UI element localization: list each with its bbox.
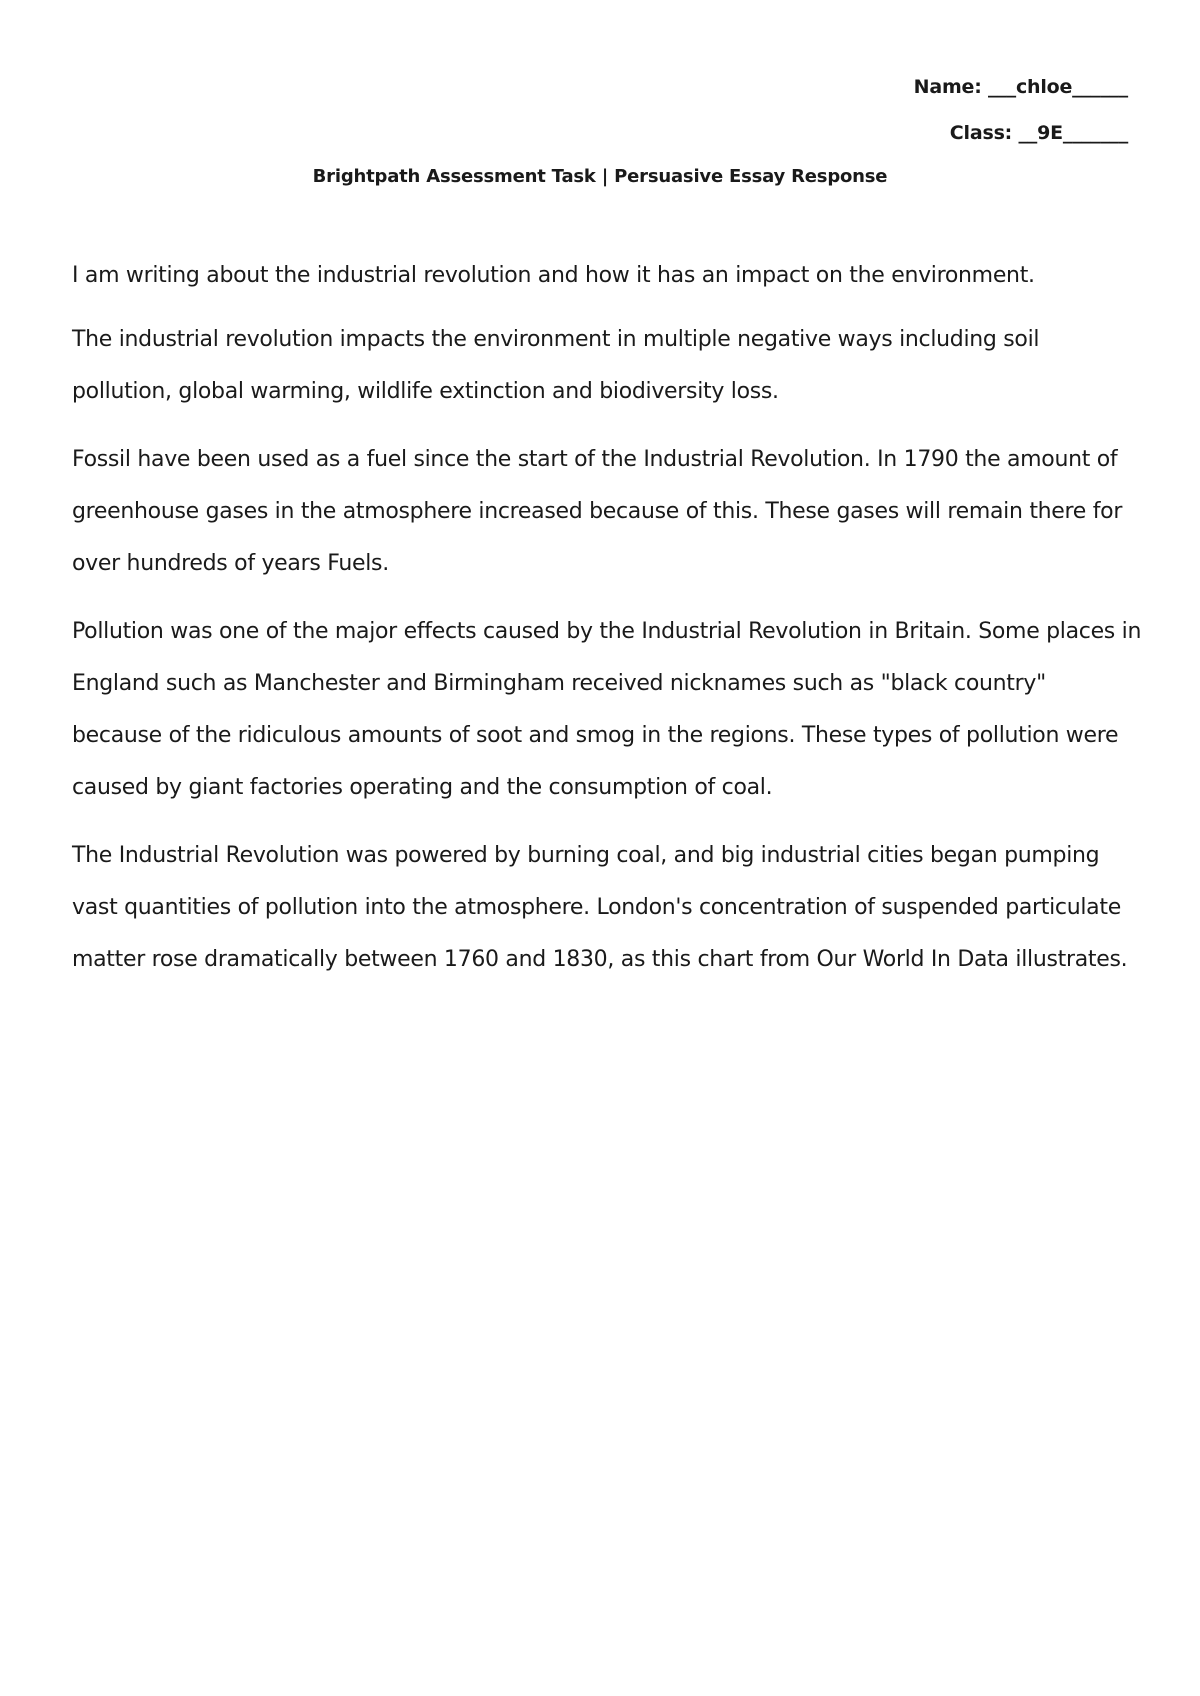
essay-paragraph-pollution: Pollution was one of the major effects caused by the Industrial Revolution in Britain. Some places in England such as Manchester and Birmingham received nicknames such as "black country" because of the ridiculous amounts of soot and smog in the regions. These types of pollution were caused by giant factories operating and the consumption of coal. [72, 619, 1142, 800]
task-title: Brightpath Assessment Task | Persuasive Essay Response [312, 166, 888, 187]
essay-paragraph-fossil-fuels: Fossil have been used as a fuel since the start of the Industrial Revolution. In 1790 the amount of greenhouse gases in the atmosphere increased because of this. These gases will remain there for over hundreds of years Fuels. [72, 447, 1123, 576]
essay-paragraph-impacts: The industrial revolution impacts the environment in multiple negative ways including soil pollution, global warming, wildlife extinction and biodiversity loss. [72, 327, 1040, 404]
student-name: Name: ___chloe______ [913, 76, 1128, 98]
essay-paragraph-intro: I am writing about the industrial revolution and how it has an impact on the environment. [72, 263, 1035, 288]
student-class: Class: __9E_______ [949, 122, 1128, 144]
essay-paragraph-coal: The Industrial Revolution was powered by burning coal, and big industrial cities began pumping vast quantities of pollution into the atmosphere. London's concentration of suspended particulate matter rose dramatically between 1760 and 1830, as this chart from Our World In Data illustrates. [72, 843, 1128, 972]
essay-body [72, 256, 1142, 1002]
